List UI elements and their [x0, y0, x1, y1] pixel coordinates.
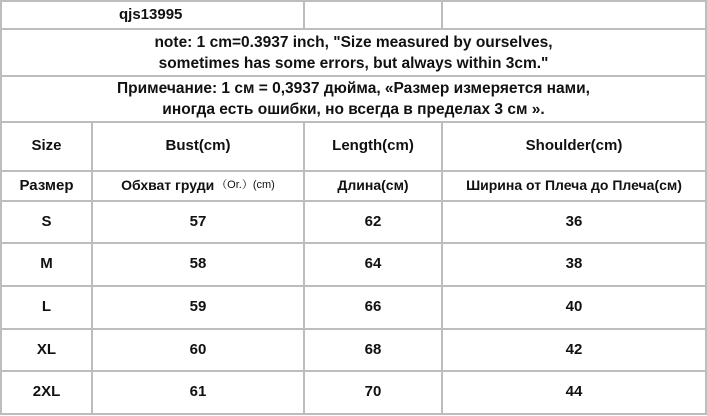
cell-size: S [41, 212, 52, 230]
note-english-line2: sometimes has some errors, but always within 3cm." [158, 54, 549, 72]
header-size-ru: Размер [19, 176, 74, 194]
cell-size: M [40, 255, 53, 273]
cell-bust: 60 [189, 340, 207, 358]
note-russian-line1: Примечание: 1 см = 0,3937 дюйма, «Размер измеряется нами, [117, 80, 590, 97]
cell-length: 66 [364, 298, 382, 316]
cell-bust: 61 [189, 383, 207, 401]
cell-bust: 59 [189, 298, 207, 316]
col-divider [0, 0, 2, 28]
cell-size: L [41, 298, 52, 316]
cell-length: 64 [364, 255, 382, 273]
header-bust: Bust(cm) [165, 137, 231, 155]
cell-bust: 57 [189, 212, 207, 230]
product-code: qjs13995 [119, 5, 183, 23]
note-russian-line2: иногда есть ошибки, но всегда в пределах 3 см ». [162, 101, 545, 118]
cell-bust: 58 [189, 255, 207, 273]
cell-shoulder: 44 [565, 383, 583, 401]
cell-shoulder: 36 [565, 212, 583, 230]
header-bust-ru-main: Обхват груди [121, 177, 215, 194]
header-shoulder-ru: Ширина от Плеча до Плеча(см) [466, 177, 682, 194]
note-english [2, 30, 705, 75]
header-bust-ru [93, 172, 303, 200]
cell-length: 68 [364, 340, 382, 358]
cell-shoulder: 38 [565, 255, 583, 273]
header-shoulder: Shoulder(cm) [525, 137, 623, 155]
cell-length: 70 [364, 383, 382, 401]
cell-length: 62 [364, 212, 382, 230]
table-border-bottom [0, 413, 707, 415]
cell-size: 2XL [32, 383, 61, 401]
header-bust-ru-note: （Or.）(cm) [216, 179, 275, 192]
col-divider [441, 0, 443, 28]
header-length: Length(cm) [332, 137, 414, 155]
cell-shoulder: 42 [565, 340, 583, 358]
header-size: Size [31, 137, 62, 155]
note-english-line1: note: 1 cm=0.3937 inch, "Size measured by ourselves, [154, 33, 553, 51]
cell-shoulder: 40 [565, 298, 583, 316]
note-russian [2, 77, 705, 121]
col-divider [303, 0, 305, 28]
header-length-ru: Длина(см) [337, 177, 409, 194]
cell-size: XL [36, 340, 57, 358]
